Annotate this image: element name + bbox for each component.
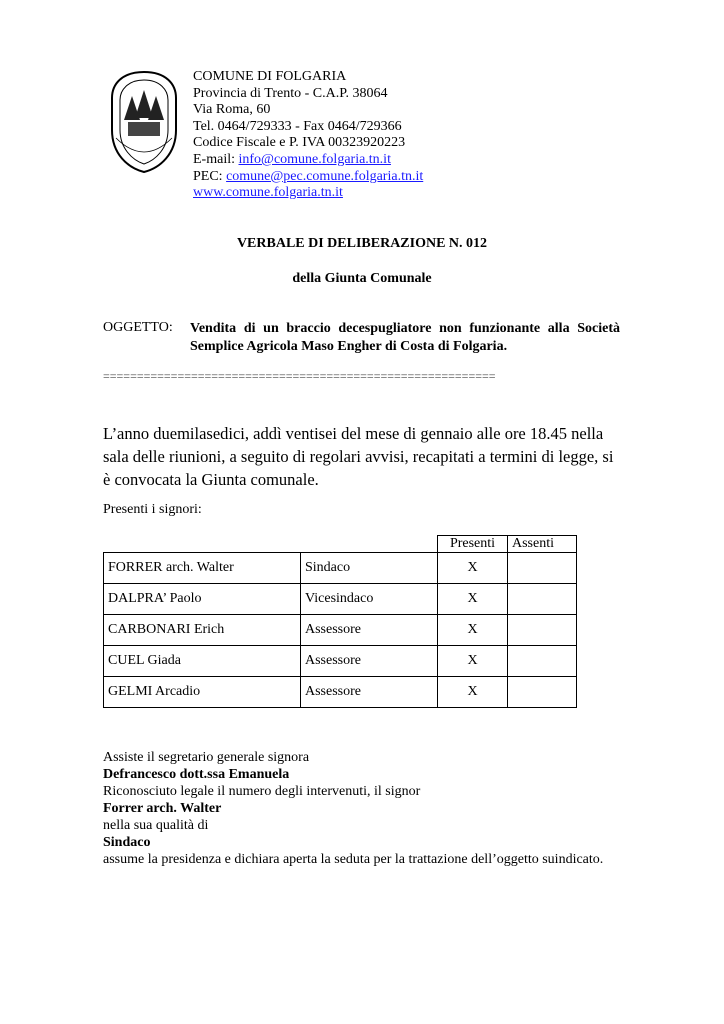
member-present: X	[438, 553, 508, 584]
municipality-header	[193, 69, 423, 202]
intro-paragraph: L’anno duemilasedici, addì ventisei del mese di gennaio alle ore 18.45 nella sala delle riunioni, a seguito di regolari avvisi, recapitati a termini di legge, si è convocata la Giunta comunale.	[103, 424, 614, 489]
municipality-address: Via Roma, 60	[193, 102, 271, 118]
municipality-province: Provincia di Trento - C.A.P. 38064	[193, 85, 388, 101]
website-link[interactable]: www.comune.folgaria.tn.it	[193, 185, 343, 201]
municipal-crest-logo	[108, 68, 180, 176]
header-presenti: Presenti	[438, 536, 508, 553]
document-title: VERBALE DI DELIBERAZIONE N. 012	[236, 236, 488, 251]
pec-label: PEC:	[193, 168, 227, 184]
table-header-row	[104, 536, 577, 553]
oggetto-text: Vendita di un braccio decespugliatore non funzionante alla Società Semplice Agricola Maso Engher di Costa di Folgaria.	[190, 321, 620, 354]
member-name: CARBONARI Erich	[104, 615, 301, 646]
oggetto-label: OGGETTO:	[103, 320, 173, 335]
closing-line-2: Riconosciuto legale il numero degli intervenuti, il signor	[103, 784, 421, 799]
president-name: Forrer arch. Walter	[103, 801, 222, 816]
member-absent	[508, 646, 577, 677]
member-role: Assessore	[301, 677, 438, 708]
member-absent	[508, 615, 577, 646]
member-absent	[508, 584, 577, 615]
email-line	[193, 152, 423, 169]
table-row	[104, 615, 577, 646]
president-role: Sindaco	[103, 835, 151, 850]
member-role: Vicesindaco	[301, 584, 438, 615]
closing-line-3: nella sua qualità di	[103, 818, 209, 833]
member-name: DALPRA’ Paolo	[104, 584, 301, 615]
member-role: Assessore	[301, 615, 438, 646]
table-row	[104, 646, 577, 677]
municipality-name: COMUNE DI FOLGARIA	[193, 69, 347, 84]
separator-line: ==========================================================	[103, 369, 496, 383]
member-present: X	[438, 584, 508, 615]
email-link[interactable]: info@comune.folgaria.tn.it	[238, 151, 391, 167]
closing-line-1: Assiste il segretario generale signora	[103, 750, 310, 765]
member-name: GELMI Arcadio	[104, 677, 301, 708]
present-label: Presenti i signori:	[103, 502, 202, 517]
email-label: E-mail:	[193, 151, 239, 167]
website-line	[193, 185, 423, 202]
secretary-name: Defrancesco dott.ssa Emanuela	[103, 767, 290, 782]
member-name: FORRER arch. Walter	[104, 553, 301, 584]
closing-line-4: assume la presidenza e dichiara aperta la seduta per la trattazione dell’oggetto suindicato.	[103, 852, 604, 867]
closing-section	[103, 749, 623, 868]
member-name: CUEL Giada	[104, 646, 301, 677]
municipality-tax: Codice Fiscale e P. IVA 00323920223	[193, 135, 406, 151]
members-table	[103, 535, 577, 708]
table-row	[104, 553, 577, 584]
member-present: X	[438, 615, 508, 646]
member-absent	[508, 677, 577, 708]
member-role: Sindaco	[301, 553, 438, 584]
member-present: X	[438, 646, 508, 677]
table-row	[104, 677, 577, 708]
member-present: X	[438, 677, 508, 708]
header-assenti: Assenti	[508, 536, 577, 553]
member-absent	[508, 553, 577, 584]
document-subtitle: della Giunta Comunale	[292, 271, 432, 286]
pec-link[interactable]: comune@pec.comune.folgaria.tn.it	[226, 168, 424, 184]
pec-line	[193, 169, 423, 186]
municipality-phone: Tel. 0464/729333 - Fax 0464/729366	[193, 118, 402, 134]
member-role: Assessore	[301, 646, 438, 677]
table-row	[104, 584, 577, 615]
